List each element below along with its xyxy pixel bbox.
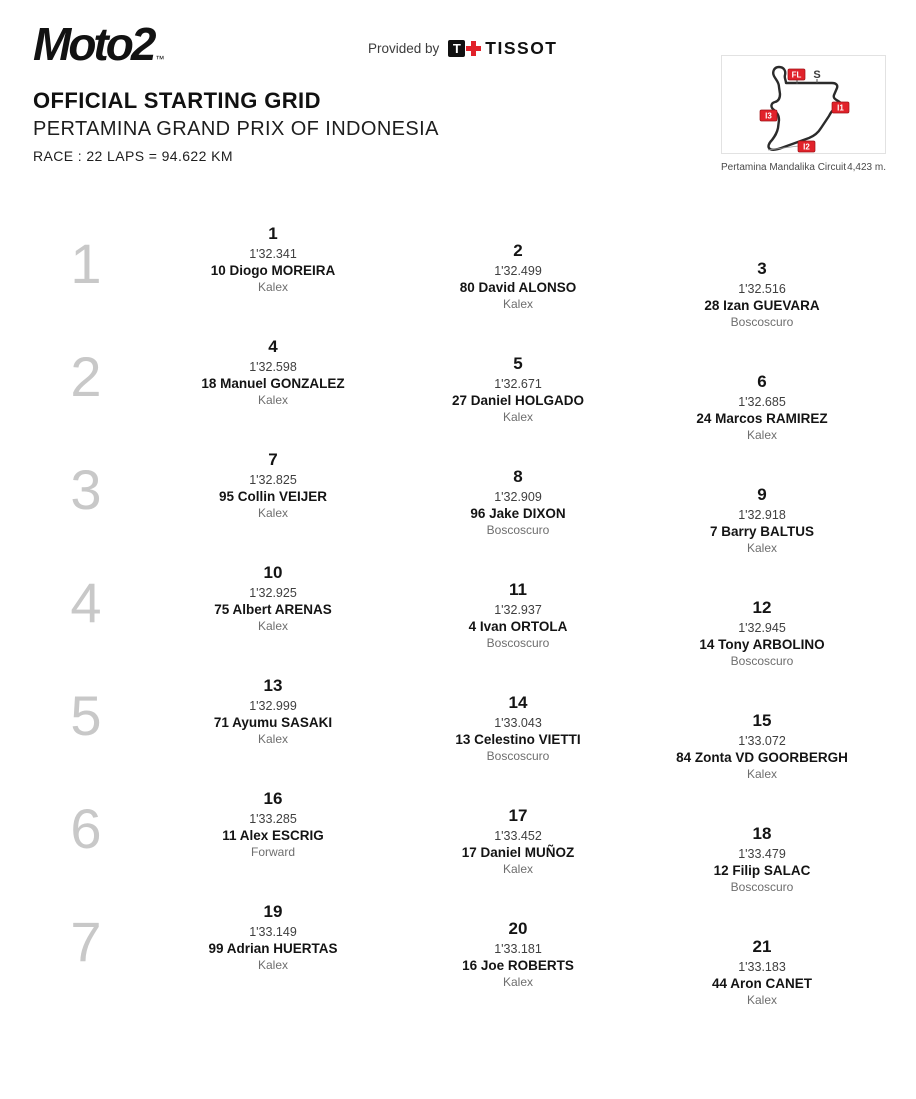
sponsor-block [368,38,558,59]
rider-number: 28 [704,298,720,313]
grid-slot-position-19 [133,900,413,973]
race-distance-info: RACE : 22 LAPS = 94.622 KM [33,148,233,164]
row-number: 6 [70,797,102,860]
rider-line [378,618,658,635]
rider-number: 24 [696,411,712,426]
rider-number: 84 [676,750,692,765]
rider-number: 17 [461,845,477,860]
grid-slot-position-4 [133,335,413,408]
grid-slot-position-8 [378,465,658,538]
position-number: 8 [513,467,523,486]
intermediate-2-label [798,141,815,152]
qualifying-time: 1'32.671 [494,377,542,391]
qualifying-time: 1'33.043 [494,716,542,730]
grid-slot-position-11 [378,578,658,651]
qualifying-time: 1'32.999 [249,699,297,713]
row-number: 7 [70,910,102,973]
position-number: 11 [509,580,527,599]
position-number: 18 [752,824,772,843]
machine-name: Kalex [502,862,534,876]
rider-line [133,940,413,957]
position-number: 6 [757,372,767,391]
grid-row-1 [0,222,916,335]
rider-name: Manuel GONZALEZ [220,376,345,391]
qualifying-time: 1'33.479 [738,847,786,861]
grid-slot-position-1 [133,222,413,295]
row-number: 1 [70,232,102,295]
machine-name: Boscoscuro [730,315,794,329]
rider-line [133,375,413,392]
qualifying-time: 1'32.685 [738,395,786,409]
intermediate-3-label [760,110,777,121]
machine-name: Kalex [257,280,289,294]
position-number: 19 [263,902,283,921]
row-number: 5 [70,684,102,747]
rider-line [622,636,902,653]
rider-name: David ALONSO [478,280,577,295]
machine-name: Kalex [257,393,289,407]
grid-slot-position-15 [622,709,902,782]
rider-name: Filip SALAC [732,863,811,878]
rider-number: 71 [213,715,229,730]
qualifying-time: 1'33.452 [494,829,542,843]
rider-name: Jake DIXON [489,506,566,521]
machine-name: Kalex [257,732,289,746]
circuit-caption [721,162,886,173]
rider-name: Ivan ORTOLA [479,619,568,634]
grid-row-6 [0,787,916,900]
position-number: 17 [508,806,528,825]
event-name: PERTAMINA GRAND PRIX OF INDONESIA [33,118,439,140]
machine-name: Kalex [746,428,778,442]
qualifying-time: 1'32.918 [738,508,786,522]
grid-row-2 [0,335,916,448]
qualifying-time: 1'33.072 [738,734,786,748]
position-number: 9 [757,485,767,504]
circuit-name: Pertamina Mandalika Circuit [721,162,847,173]
rider-number: 18 [201,376,217,391]
machine-name: Kalex [746,541,778,555]
position-number: 4 [268,337,278,356]
position-number: 7 [268,450,278,469]
rider-number: 75 [214,602,230,617]
circuit-length: 4,423 m. [847,162,886,173]
provided-by-label: Provided by [368,41,440,56]
rider-number: 95 [218,489,234,504]
grid-slot-position-14 [378,691,658,764]
qualifying-time: 1'32.825 [249,473,297,487]
qualifying-time: 1'32.516 [738,282,786,296]
rider-number: 10 [210,263,226,278]
position-number: 10 [263,563,283,582]
qualifying-time: 1'32.909 [494,490,542,504]
rider-number: 27 [451,393,467,408]
grid-slot-position-5 [378,352,658,425]
position-number: 21 [752,937,772,956]
grid-slot-position-6 [622,370,902,443]
qualifying-time: 1'32.341 [249,247,297,261]
grid-slot-position-16 [133,787,413,860]
rider-line [378,957,658,974]
machine-name: Kalex [257,619,289,633]
rider-line [622,975,902,992]
rider-name: Izan GUEVARA [723,298,820,313]
qualifying-time: 1'32.598 [249,360,297,374]
machine-name: Kalex [502,975,534,989]
rider-line [133,262,413,279]
machine-name: Boscoscuro [486,749,550,763]
machine-name: Boscoscuro [730,654,794,668]
grid-row-4 [0,561,916,674]
qualifying-time: 1'33.183 [738,960,786,974]
rider-number: 16 [462,958,478,973]
rider-name: Aron CANET [730,976,813,991]
rider-name: Zonta VD GOORBERGH [694,750,848,765]
rider-number: 13 [455,732,471,747]
rider-line [378,505,658,522]
grid-row-5 [0,674,916,787]
grid-slot-position-2 [378,239,658,312]
rider-name: Daniel HOLGADO [470,393,585,408]
rider-name: Marcos RAMIREZ [715,411,828,426]
machine-name: Kalex [502,410,534,424]
svg-text:FL: FL [791,70,802,80]
rider-number: 7 [709,524,718,539]
rider-line [622,749,902,766]
rider-line [133,601,413,618]
machine-name: Boscoscuro [730,880,794,894]
rider-number: 14 [699,637,715,652]
tissot-wordmark: TISSOT [485,38,558,58]
position-number: 12 [752,598,772,617]
grid-slot-position-17 [378,804,658,877]
position-number: 5 [513,354,523,373]
grid-slot-position-12 [622,596,902,669]
machine-name: Kalex [257,958,289,972]
rider-name: Collin VEIJER [237,489,328,504]
circuit-map-panel [721,55,886,154]
position-number: 16 [263,789,283,808]
grid-slot-position-20 [378,917,658,990]
rider-name: Celestino VIETTI [474,732,581,747]
rider-name: Joe ROBERTS [480,958,574,973]
start-label: S [813,69,821,81]
position-number: 15 [752,711,772,730]
rider-line [622,523,902,540]
rider-name: Ayumu SASAKI [232,715,333,730]
rider-number: 99 [208,941,224,956]
qualifying-time: 1'32.945 [738,621,786,635]
position-number: 3 [757,259,767,278]
svg-text:I1: I1 [837,103,844,113]
machine-name: Kalex [502,297,534,311]
grid-slot-position-13 [133,674,413,747]
trademark-symbol: ™ [155,54,165,64]
rider-line [378,392,658,409]
rider-number: 4 [468,619,477,634]
rider-line [622,410,902,427]
qualifying-time: 1'33.149 [249,925,297,939]
page-title: OFFICIAL STARTING GRID [33,88,321,113]
rider-number: 12 [713,863,729,878]
machine-name: Boscoscuro [486,523,550,537]
row-number: 2 [70,345,102,408]
grid-row-3 [0,448,916,561]
grid-slot-position-7 [133,448,413,521]
qualifying-time: 1'33.285 [249,812,297,826]
moto2-logo-text: Moto2 [33,18,154,70]
row-number: 4 [70,571,102,634]
row-number: 3 [70,458,102,521]
position-number: 13 [263,676,283,695]
machine-name: Kalex [257,506,289,520]
rider-name: Tony ARBOLINO [718,637,825,652]
rider-line [622,862,902,879]
rider-name: Albert ARENAS [232,602,332,617]
rider-name: Barry BALTUS [721,524,815,539]
grid-slot-position-18 [622,822,902,895]
qualifying-time: 1'32.499 [494,264,542,278]
rider-line [378,279,658,296]
grid-slot-position-3 [622,257,902,330]
rider-line [133,827,413,844]
intermediate-1-label [832,102,849,113]
qualifying-time: 1'33.181 [494,942,542,956]
rider-name: Adrian HUERTAS [226,941,338,956]
position-number: 14 [508,693,528,712]
rider-number: 80 [459,280,475,295]
rider-line [378,844,658,861]
position-number: 1 [268,224,278,243]
finish-line-label [788,69,805,80]
machine-name: Kalex [746,993,778,1007]
rider-line [133,488,413,505]
machine-name: Boscoscuro [486,636,550,650]
rider-number: 44 [711,976,728,991]
position-number: 20 [508,919,528,938]
grid-slot-position-9 [622,483,902,556]
rider-line [133,714,413,731]
tissot-t-icon: T [448,40,465,57]
grid-slot-position-10 [133,561,413,634]
rider-line [622,297,902,314]
rider-number: 96 [470,506,486,521]
rider-name: Alex ESCRIG [239,828,324,843]
position-number: 2 [513,241,523,260]
qualifying-time: 1'32.925 [249,586,297,600]
qualifying-time: 1'32.937 [494,603,542,617]
moto2-logo [33,18,165,70]
rider-name: Diogo MOREIRA [229,263,336,278]
svg-text:I3: I3 [765,111,772,121]
circuit-map-icon [722,56,885,153]
grid-row-7 [0,900,916,1013]
tissot-plus-icon [466,41,481,56]
rider-number: 11 [222,828,237,843]
machine-name: Forward [250,845,295,859]
rider-name: Daniel MUÑOZ [480,845,575,860]
rider-line [378,731,658,748]
grid-slot-position-21 [622,935,902,1008]
machine-name: Kalex [746,767,778,781]
svg-text:I2: I2 [803,142,810,152]
